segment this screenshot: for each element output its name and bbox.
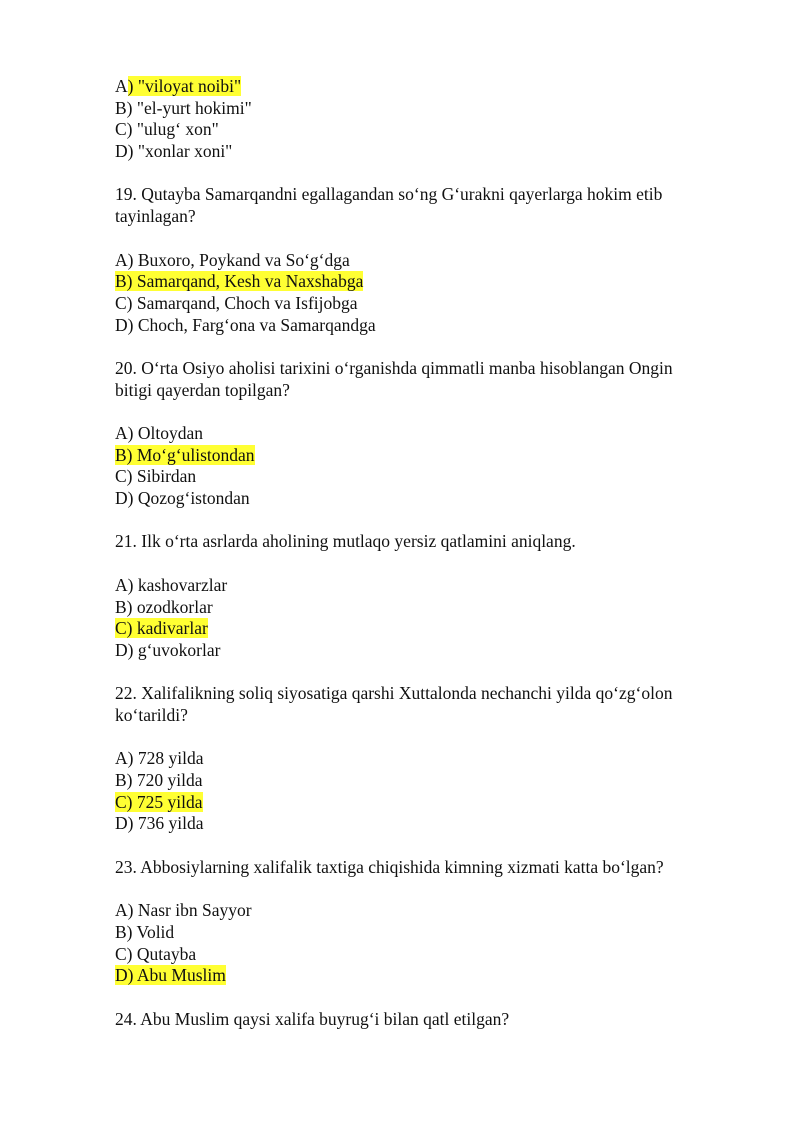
question-23 bbox=[115, 857, 735, 879]
question-text: bitigi qayerdan topilgan? bbox=[115, 379, 290, 400]
option-a: A) Oltoydan bbox=[115, 423, 203, 443]
option-d: D) "xonlar xoni" bbox=[115, 141, 233, 162]
question-24 bbox=[115, 1009, 735, 1031]
option-c: C) Qutayba bbox=[115, 943, 197, 964]
option-b: B) "el-yurt hokimi" bbox=[115, 97, 252, 118]
question-19 bbox=[115, 184, 735, 227]
options-list bbox=[115, 575, 735, 662]
option-a: A) kashovarzlar bbox=[115, 574, 228, 595]
option-b: B) Volid bbox=[115, 921, 175, 942]
option-a bbox=[115, 76, 735, 98]
correct-answer: B) Samarqand, Kesh va Naxshabga bbox=[115, 271, 364, 292]
question-text: 19. Qutayba Samarqandni egallagandan so‘ng G‘urakni qayerlarga hokim etib bbox=[115, 184, 663, 205]
option-c bbox=[115, 618, 735, 640]
question-text: tayinlagan? bbox=[115, 206, 196, 227]
question-text: 20. O‘rta Osiyo aholisi tarixini o‘rganishda qimmatli manba hisoblangan Ongin bbox=[115, 357, 673, 378]
option-text-highlighted: ) "viloyat noibi" bbox=[127, 76, 242, 96]
correct-answer: C) 725 yilda bbox=[115, 791, 203, 812]
correct-answer: D) Abu Muslim bbox=[115, 965, 226, 986]
question-21 bbox=[115, 531, 735, 553]
option-a: A) Buxoro, Poykand va So‘g‘dga bbox=[115, 249, 350, 270]
correct-answer: B) Mo‘g‘ulistondan bbox=[115, 444, 255, 465]
option-a: A) Nasr ibn Sayyor bbox=[115, 900, 252, 921]
question-text: 21. Ilk o‘rta asrlarda aholining mutlaqo yersiz qatlamini aniqlang. bbox=[115, 531, 576, 552]
question-text: 22. Xalifalikning soliq siyosatiga qarshi Xuttalonda nechanchi yilda qo‘zg‘olon bbox=[115, 683, 673, 704]
options-list bbox=[115, 250, 735, 337]
options-list bbox=[115, 423, 735, 510]
question-20 bbox=[115, 358, 735, 401]
options-list bbox=[115, 900, 735, 987]
question-text: 23. Abbosiylarning xalifalik taxtiga chiqishida kimning xizmati katta bo‘lgan? bbox=[115, 856, 664, 877]
option-c: C) Samarqand, Choch va Isfijobga bbox=[115, 292, 358, 313]
options-list bbox=[115, 76, 735, 163]
option-c: C) "ulug‘ xon" bbox=[115, 119, 219, 140]
option-d: D) Choch, Farg‘ona va Samarqandga bbox=[115, 314, 376, 335]
option-b: B) 720 yilda bbox=[115, 770, 203, 790]
option-d: D) Qozog‘istondan bbox=[115, 488, 250, 509]
option-a: A) 728 yilda bbox=[115, 748, 204, 769]
option-c: C) Sibirdan bbox=[115, 466, 197, 487]
question-22 bbox=[115, 683, 735, 726]
option-b bbox=[115, 271, 735, 293]
options-list bbox=[115, 748, 735, 835]
option-d: D) 736 yilda bbox=[115, 813, 204, 834]
option-c bbox=[115, 792, 735, 814]
question-text: ko‘tarildi? bbox=[115, 704, 188, 725]
document-page bbox=[115, 76, 735, 1030]
option-prefix: A bbox=[115, 76, 128, 96]
option-d bbox=[115, 965, 735, 987]
option-b bbox=[115, 445, 735, 467]
option-d: D) g‘uvokorlar bbox=[115, 639, 221, 660]
correct-answer: C) kadivarlar bbox=[115, 618, 208, 639]
question-text: 24. Abu Muslim qaysi xalifa buyrug‘i bilan qatl etilgan? bbox=[115, 1008, 510, 1029]
option-b: B) ozodkorlar bbox=[115, 596, 213, 617]
